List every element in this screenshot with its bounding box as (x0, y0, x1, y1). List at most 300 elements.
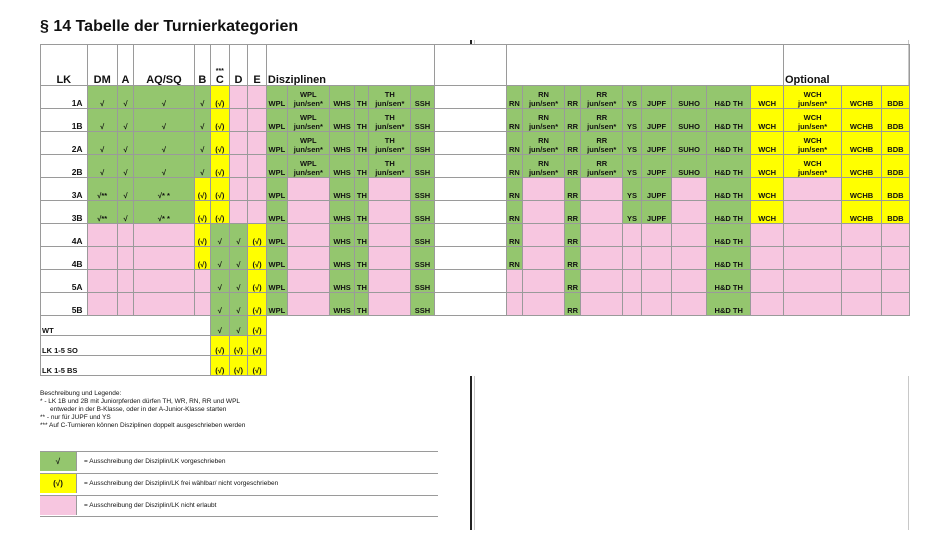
row-label: 3B (41, 201, 88, 224)
cell (881, 247, 909, 270)
cell (369, 247, 411, 270)
cell (581, 270, 623, 293)
cell: √ (194, 132, 210, 155)
cell (434, 201, 506, 224)
cell (581, 247, 623, 270)
cell: √ (134, 155, 195, 178)
cell (248, 155, 267, 178)
cell: WCH jun/sen* (783, 109, 841, 132)
cell: (√) (229, 336, 248, 356)
cell: RR jun/sen* (581, 132, 623, 155)
cell (287, 293, 329, 316)
cell: SSH (411, 247, 434, 270)
col-aqsq: AQ/SQ (134, 45, 195, 86)
cell (523, 178, 565, 201)
cell: √ (194, 155, 210, 178)
cell (434, 132, 506, 155)
cell (134, 293, 195, 316)
row-label: 5B (41, 293, 88, 316)
cell: (√) (194, 224, 210, 247)
legend-row-optional (40, 473, 438, 494)
cell: √ (211, 316, 230, 336)
cell (87, 247, 117, 270)
cell: (√) (211, 155, 230, 178)
cell: WPL (266, 247, 287, 270)
cell: RN (506, 155, 522, 178)
cell: SSH (411, 86, 434, 109)
cell: √* * (134, 178, 195, 201)
cell (783, 247, 841, 270)
cell: √ (87, 132, 117, 155)
cell (641, 247, 671, 270)
legend-note: entweder in der B-Klasse, oder in der A-Junior-Klasse starten (50, 406, 227, 413)
cell (117, 293, 133, 316)
cell: SSH (411, 293, 434, 316)
cell (842, 247, 882, 270)
cell: SSH (411, 201, 434, 224)
cell: WPL (266, 201, 287, 224)
cell: TH jun/sen* (369, 155, 411, 178)
cell: YS (623, 109, 642, 132)
cell: (√) (211, 178, 230, 201)
cell: RN jun/sen* (523, 86, 565, 109)
cell: WHS (329, 178, 355, 201)
cell: TH (355, 155, 369, 178)
cell: (√) (248, 293, 267, 316)
cell: (√) (248, 247, 267, 270)
cell: YS (623, 155, 642, 178)
cell: RR (565, 132, 581, 155)
col-lk: LK (41, 45, 88, 86)
legend-note: *** Auf C-Turnieren können Disziplinen doppelt ausgeschrieben werden (40, 422, 246, 429)
cell: RR (565, 109, 581, 132)
table-row (41, 270, 910, 293)
cell (87, 293, 117, 316)
cell: JUPF (641, 201, 671, 224)
cell: SUHO (672, 132, 707, 155)
cell (672, 201, 707, 224)
cell (641, 270, 671, 293)
cell: (√) (211, 336, 230, 356)
col-gap (434, 45, 506, 86)
cell: √** (87, 201, 117, 224)
cell: WPL (266, 132, 287, 155)
cell (523, 224, 565, 247)
cell: (√) (211, 201, 230, 224)
cell: RR (565, 293, 581, 316)
cell: TH (355, 247, 369, 270)
cell: (√) (211, 132, 230, 155)
cell: H&D TH (707, 270, 751, 293)
cell (672, 293, 707, 316)
cell: RN (506, 132, 522, 155)
cell (672, 270, 707, 293)
cell: RR jun/sen* (581, 155, 623, 178)
cell: √ (229, 316, 248, 336)
cell (842, 270, 882, 293)
cell (369, 293, 411, 316)
cell: SSH (411, 132, 434, 155)
cell: √ (229, 224, 248, 247)
col-a: A (117, 45, 133, 86)
cell (229, 109, 248, 132)
cell: WPL (266, 178, 287, 201)
cell: TH jun/sen* (369, 86, 411, 109)
cell: RN jun/sen* (523, 155, 565, 178)
cell: RN jun/sen* (523, 132, 565, 155)
page-title: § 14 Tabelle der Turnierkategorien (40, 18, 299, 35)
legend-text: = Ausschreibung der Disziplin/LK frei wählbar/ nicht vorgeschrieben (84, 480, 279, 487)
row-label: 4B (41, 247, 88, 270)
cell (287, 247, 329, 270)
cell: (√) (248, 316, 267, 336)
cell: √ (117, 109, 133, 132)
cell: BDB (881, 86, 909, 109)
cell: WHS (329, 270, 355, 293)
cell: WCHB (842, 132, 882, 155)
row-label: 4A (41, 224, 88, 247)
cell (581, 201, 623, 224)
cell: RN (506, 109, 522, 132)
cell: TH (355, 270, 369, 293)
cell: WPL (266, 293, 287, 316)
cell (194, 270, 210, 293)
cell: SSH (411, 155, 434, 178)
row-label: 2B (41, 155, 88, 178)
table-row (41, 224, 910, 247)
table-row (41, 356, 910, 376)
cell: JUPF (641, 86, 671, 109)
cell: √ (87, 86, 117, 109)
cell: RN (506, 224, 522, 247)
cell (248, 201, 267, 224)
cell: (√) (248, 356, 267, 376)
cell (751, 270, 784, 293)
cell (523, 247, 565, 270)
col-disciplines: Disziplinen (266, 45, 434, 86)
legend-note: * - LK 1B und 2B mit Juniorpferden dürfen TH, WR, RN, RR und WPL (40, 398, 241, 405)
cell (751, 247, 784, 270)
table-row (41, 155, 910, 178)
cell (287, 270, 329, 293)
cell (641, 293, 671, 316)
cell (672, 178, 707, 201)
table-row (41, 293, 910, 316)
col-c-note: *** (215, 68, 224, 75)
cell (581, 224, 623, 247)
cell: YS (623, 178, 642, 201)
cell: √ (117, 178, 133, 201)
table-row (41, 316, 910, 336)
cell (434, 293, 506, 316)
cell: TH (355, 86, 369, 109)
cell (229, 201, 248, 224)
cell: √ (229, 247, 248, 270)
cell (672, 247, 707, 270)
cell (266, 336, 909, 356)
cell (783, 201, 841, 224)
cell (134, 247, 195, 270)
legend-notes (40, 390, 438, 430)
legend-heading: Beschreibung und Legende: (40, 390, 122, 397)
cell: WCHB (842, 178, 882, 201)
cell (369, 201, 411, 224)
cell (134, 224, 195, 247)
col-optional: Optional (783, 45, 909, 86)
row-label: 1A (41, 86, 88, 109)
cell: H&D TH (707, 86, 751, 109)
legend-swatch-yellow: (√) (40, 474, 77, 493)
cell: √ (117, 132, 133, 155)
cell (751, 224, 784, 247)
cell: WCH (751, 86, 784, 109)
row-label: 1B (41, 109, 88, 132)
cell: RR (565, 178, 581, 201)
cell: WHS (329, 247, 355, 270)
cell: H&D TH (707, 155, 751, 178)
cell: √ (211, 247, 230, 270)
cell: TH (355, 178, 369, 201)
cell: √ (194, 86, 210, 109)
cell (881, 270, 909, 293)
cell (369, 224, 411, 247)
col-dm: DM (87, 45, 117, 86)
cell (506, 293, 522, 316)
cell (266, 316, 909, 336)
cell: RN (506, 178, 522, 201)
row-label: LK 1-5 BS (41, 356, 211, 376)
cell (506, 270, 522, 293)
cell (369, 270, 411, 293)
cell: (√) (211, 86, 230, 109)
cell: BDB (881, 109, 909, 132)
table-header-row (41, 45, 910, 86)
cell: WPL jun/sen* (287, 132, 329, 155)
cell: √* * (134, 201, 195, 224)
row-label: LK 1-5 SO (41, 336, 211, 356)
cell: WHS (329, 224, 355, 247)
col-disciplines-2 (506, 45, 783, 86)
cell: RN (506, 201, 522, 224)
cell: WHS (329, 109, 355, 132)
col-d: D (229, 45, 248, 86)
cell: TH (355, 201, 369, 224)
cell: TH (355, 293, 369, 316)
cell: √ (229, 293, 248, 316)
cell (581, 178, 623, 201)
cell (248, 178, 267, 201)
cell (783, 178, 841, 201)
cell (248, 86, 267, 109)
cell: WHS (329, 201, 355, 224)
cell (523, 293, 565, 316)
cell: (√) (211, 109, 230, 132)
col-e: E (248, 45, 267, 86)
cell: √ (134, 132, 195, 155)
cell: YS (623, 201, 642, 224)
cell (623, 270, 642, 293)
cell: (√) (211, 356, 230, 376)
cell: SSH (411, 178, 434, 201)
cell: JUPF (641, 132, 671, 155)
table-row (41, 336, 910, 356)
row-label: 5A (41, 270, 88, 293)
cell: TH (355, 132, 369, 155)
cell: √ (87, 109, 117, 132)
cell: WPL (266, 224, 287, 247)
cell: SSH (411, 270, 434, 293)
cell: WPL (266, 109, 287, 132)
cell: (√) (194, 178, 210, 201)
cell: RN (506, 86, 522, 109)
cell: BDB (881, 155, 909, 178)
cell: RR jun/sen* (581, 109, 623, 132)
cell: √ (211, 293, 230, 316)
cell (581, 293, 623, 316)
cell (117, 224, 133, 247)
cell: WPL jun/sen* (287, 86, 329, 109)
legend-text: = Ausschreibung der Disziplin/LK nicht erlaubt (84, 502, 217, 509)
cell: SUHO (672, 155, 707, 178)
cell: TH jun/sen* (369, 132, 411, 155)
cell: SUHO (672, 109, 707, 132)
cell: WCH (751, 109, 784, 132)
cell (434, 109, 506, 132)
cell (229, 86, 248, 109)
cell (87, 270, 117, 293)
cell: H&D TH (707, 109, 751, 132)
cell (117, 247, 133, 270)
cell: RR (565, 201, 581, 224)
cell (434, 86, 506, 109)
legend-row-forbidden (40, 495, 438, 517)
cell: H&D TH (707, 247, 751, 270)
table-row (41, 201, 910, 224)
cell (672, 224, 707, 247)
cell: WPL (266, 86, 287, 109)
cell (842, 293, 882, 316)
cell (881, 293, 909, 316)
legend-text: = Ausschreibung der Disziplin/LK vorgeschrieben (84, 458, 226, 465)
table-row (41, 132, 910, 155)
cell: √ (211, 224, 230, 247)
cell: WPL jun/sen* (287, 109, 329, 132)
cell: WCH (751, 178, 784, 201)
cell (434, 224, 506, 247)
cell: H&D TH (707, 178, 751, 201)
cell (523, 201, 565, 224)
cell: RR (565, 224, 581, 247)
cell: WPL jun/sen* (287, 155, 329, 178)
cell (434, 247, 506, 270)
cell: H&D TH (707, 224, 751, 247)
cell: (√) (194, 247, 210, 270)
cell (248, 132, 267, 155)
row-label: 3A (41, 178, 88, 201)
cell: RR (565, 270, 581, 293)
cell (434, 270, 506, 293)
cell: √ (117, 155, 133, 178)
legend-row-mandatory (40, 451, 438, 472)
tournament-category-table (40, 44, 910, 376)
cell: TH (355, 109, 369, 132)
cell (229, 155, 248, 178)
cell (523, 270, 565, 293)
cell: WCH jun/sen* (783, 155, 841, 178)
cell: H&D TH (707, 132, 751, 155)
cell: WHS (329, 155, 355, 178)
cell: H&D TH (707, 201, 751, 224)
cell: (√) (194, 201, 210, 224)
cell (369, 178, 411, 201)
cell: YS (623, 86, 642, 109)
cell: WCH jun/sen* (783, 86, 841, 109)
cell: WCHB (842, 86, 882, 109)
cell: SSH (411, 109, 434, 132)
cell (783, 270, 841, 293)
cell (881, 224, 909, 247)
cell (641, 224, 671, 247)
cell: RR (565, 247, 581, 270)
cell: JUPF (641, 155, 671, 178)
cell (842, 224, 882, 247)
cell: TH jun/sen* (369, 109, 411, 132)
cell (117, 270, 133, 293)
cell: SUHO (672, 86, 707, 109)
cell: √ (211, 270, 230, 293)
row-label: WT (41, 316, 211, 336)
cell (194, 293, 210, 316)
cell (783, 224, 841, 247)
legend-swatch-pink (40, 496, 77, 515)
cell: WPL (266, 155, 287, 178)
cell (751, 293, 784, 316)
cell: √** (87, 178, 117, 201)
cell: BDB (881, 178, 909, 201)
cell (134, 270, 195, 293)
cell: WCHB (842, 201, 882, 224)
col-c: *** C (211, 45, 230, 86)
cell (434, 155, 506, 178)
cell: JUPF (641, 109, 671, 132)
cell (623, 224, 642, 247)
cell (434, 178, 506, 201)
cell: √ (87, 155, 117, 178)
cell: TH (355, 224, 369, 247)
cell: RN jun/sen* (523, 109, 565, 132)
cell: √ (117, 201, 133, 224)
cell (266, 356, 909, 376)
cell: WCH jun/sen* (783, 132, 841, 155)
cell: (√) (248, 336, 267, 356)
cell: H&D TH (707, 293, 751, 316)
cell: √ (134, 86, 195, 109)
cell: √ (194, 109, 210, 132)
cell: RR jun/sen* (581, 86, 623, 109)
cell: WCHB (842, 109, 882, 132)
cell: WCHB (842, 155, 882, 178)
cell (623, 293, 642, 316)
table-row (41, 178, 910, 201)
cell: WCH (751, 155, 784, 178)
cell: BDB (881, 201, 909, 224)
cell: √ (117, 86, 133, 109)
cell: WCH (751, 132, 784, 155)
cell (783, 293, 841, 316)
cell (229, 178, 248, 201)
cell: (√) (248, 224, 267, 247)
legend-swatch-green: √ (40, 452, 77, 471)
